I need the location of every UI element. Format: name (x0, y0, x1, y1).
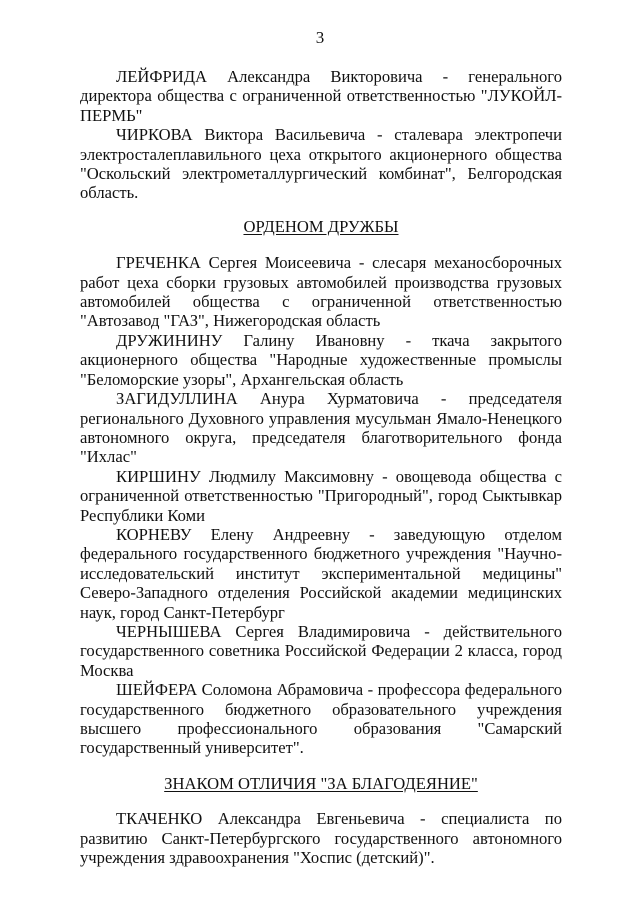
award-entry-korneva: КОРНЕВУ Елену Андреевну - заведующую отделом федерального государственного бюджетного учреждения "Научно-исследовательский институт экспериментальной медицины" Северо-Западного отделения Российской академии медицинских наук, город Санкт-Петербург (80, 524, 562, 622)
award-entry-chernyshev: ЧЕРНЫШЕВА Сергея Владимировича - действительного государственного советника Российской Федерации 2 класса, город Москва (80, 621, 562, 680)
award-entry-sheifer: ШЕЙФЕРА Соломона Абрамовича - профессора федерального государственного бюджетного образовательного учреждения высшего профессионального образования "Самарский государственный университет". (80, 680, 562, 758)
award-entry-zagidullin: ЗАГИДУЛЛИНА Анура Хурматовича - председателя регионального Духовного управления мусульман Ямало-Ненецкого автономного округа, председателя благотворительного фонда "Ихлас" (80, 389, 562, 467)
award-heading-order-of-friendship: ОРДЕНОМ ДРУЖБЫ (243, 216, 399, 236)
award-entry-grechenko: ГРЕЧЕНКА Сергея Моисеевича - слесаря механосборочных работ цеха сборки грузовых автомобилей производства грузовых автомобилей общества с ограниченной ответственностью "Автозавод "ГАЗ", Нижегородская область (80, 253, 562, 331)
award-entry-druzhinina: ДРУЖИНИНУ Галину Ивановну - ткача закрытого акционерного общества "Народные художественные промыслы "Беломорские узоры", Архангельская область (80, 330, 562, 389)
award-entry-chirkov: ЧИРКОВА Виктора Васильевича - сталевара электропечи электросталеплавильного цеха открытого акционерного общества "Оскольский электрометаллургический комбинат", Белгородская область. (80, 125, 562, 203)
award-entry-kirshina: КИРШИНУ Людмилу Максимовну - овощевода общества с ограниченной ответственностью "Пригородный", город Сыктывкар Республики Коми (80, 466, 562, 525)
award-heading-badge-for-beneficence: ЗНАКОМ ОТЛИЧИЯ "ЗА БЛАГОДЕЯНИЕ" (164, 773, 478, 793)
award-entry-tkachenko: ТКАЧЕНКО Александра Евгеньевича - специалиста по развитию Санкт-Петербургского государственного автономного учреждения здравоохранения "Хоспис (детский)". (80, 809, 562, 868)
award-entry-leyfrid: ЛЕЙФРИДА Александра Викторовича - генерального директора общества с ограниченной ответственностью "ЛУКОЙЛ-ПЕРМЬ" (80, 67, 562, 125)
page-number: 3 (315, 28, 325, 47)
document-body (80, 67, 562, 867)
